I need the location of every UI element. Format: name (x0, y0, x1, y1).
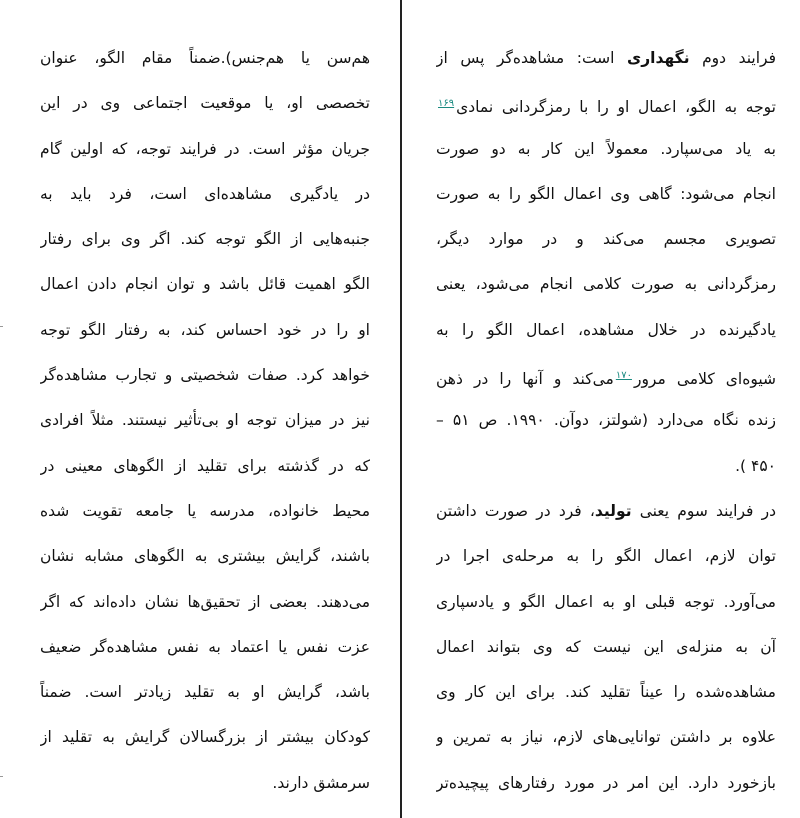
left-text-column (40, 36, 370, 806)
text-segment: نیز در میزان توجه او بی‌تأثیر نیستند. مثلاً افرادی (40, 411, 370, 430)
text-line (436, 398, 776, 443)
text-segment: یادگیرنده در خلال مشاهده، اعمال الگو را به (436, 320, 776, 339)
text-line (436, 308, 776, 353)
bold-term: نگهداری (627, 49, 690, 67)
margin-mark-bottom (0, 776, 3, 777)
text-line (40, 715, 370, 760)
text-segment: ۴۵۰ ). (735, 456, 776, 475)
text-segment: جنبه‌هایی از الگو توجه کند. اگر وی برای رفتار (40, 230, 370, 249)
text-line (436, 534, 776, 579)
text-segment: زنده نگاه می‌دارد (شولتز، دوآن. ۱۹۹۰. ص ۵۱ – (436, 411, 776, 430)
right-text-column (436, 36, 776, 806)
text-line (436, 670, 776, 715)
text-line (40, 761, 370, 806)
text-segment: است: مشاهده‌گر پس از (436, 49, 628, 67)
text-line (40, 534, 370, 579)
text-segment: محیط خانواده، مدرسه یا جامعه تقویت شده (40, 501, 370, 520)
text-line (40, 670, 370, 715)
text-segment: می‌دهند. بعضی از تحقیق‌ها نشان داده‌اند که اگر (40, 592, 370, 611)
text-line (40, 81, 370, 126)
text-segment: می‌آورد. توجه قبلی او به اعمال الگو و یادسپاری (436, 592, 776, 611)
text-segment: توان لازم، اعمال الگو را به مرحله‌ی اجرا در (436, 547, 776, 566)
text-segment: آن به منزله‌ی این نیست که وی بتواند اعمال (436, 637, 776, 656)
text-line (436, 444, 776, 489)
text-line (40, 444, 370, 489)
bold-term: تولید (594, 501, 632, 520)
text-segment: هم‌سن یا هم‌جنس).ضمناً مقام الگو، عنوان (40, 49, 370, 67)
text-segment: خواهد کرد. صفات شخصیتی و تجارب مشاهده‌گر (40, 366, 370, 385)
footnote-link[interactable]: ۱۷۰ (615, 370, 632, 382)
text-segment: در یادگیری مشاهده‌ای است، فرد باید به (40, 184, 370, 203)
text-line (436, 172, 776, 217)
text-line (436, 761, 776, 806)
text-line (436, 127, 776, 172)
text-segment: که در گذشته برای تقلید از الگوهای معینی در (40, 456, 370, 475)
text-segment: تخصصی او، یا موقعیت اجتماعی وی در این (40, 94, 370, 113)
text-line (40, 625, 370, 670)
text-line (436, 353, 776, 398)
text-segment: توجه به الگو، اعمال او را با رمزگردانی نمادی (456, 98, 776, 117)
text-line (436, 489, 776, 534)
text-segment: می‌کند و آنها را در ذهن (436, 370, 614, 389)
text-line (436, 81, 776, 126)
text-line (436, 262, 776, 307)
text-line (40, 127, 370, 172)
text-line (436, 217, 776, 262)
footnote-link[interactable]: ۱۶۹ (438, 98, 455, 110)
text-line (436, 625, 776, 670)
text-line (436, 715, 776, 760)
text-segment: فرایند دوم (689, 49, 776, 67)
text-line (436, 36, 776, 81)
text-segment: کودکان بیشتر از بزرگسالان گرایش به تقلید از (40, 728, 370, 747)
text-line (40, 489, 370, 534)
text-segment: الگو اهمیت قائل باشد و توان انجام دادن اعمال (40, 275, 370, 294)
text-line (40, 36, 370, 81)
text-segment: بازخورد دارد. این امر در مورد رفتارهای پیچیده‌تر (436, 773, 776, 792)
text-line (40, 353, 370, 398)
text-segment: رمزگردانی به صورت کلامی انجام می‌شود، یعنی (436, 275, 776, 294)
text-segment: باشند، گرایش بیشتری به الگوهای مشابه نشان (40, 547, 370, 566)
text-segment: تصویری مجسم می‌کند و در موارد دیگر، (436, 230, 776, 249)
text-segment: سرمشق دارند. (272, 773, 370, 792)
column-divider (400, 0, 402, 818)
text-line (40, 580, 370, 625)
text-segment: شیوه‌ای کلامی مرور (633, 370, 776, 389)
text-segment: انجام می‌شود: گاهی وی اعمال الگو را به صورت (436, 184, 776, 203)
text-line (40, 172, 370, 217)
text-segment: به یاد می‌سپارد. معمولاً این کار به دو صورت (436, 139, 776, 158)
text-segment: علاوه بر داشتن توانایی‌های لازم، نیاز به تمرین و (436, 728, 776, 747)
text-segment: جریان مؤثر است. در فرایند توجه، که اولین گام (40, 139, 370, 158)
text-segment: ، فرد در صورت داشتن (436, 501, 595, 520)
margin-mark-top (0, 326, 3, 327)
text-segment: مشاهده‌شده را عیناً تقلید کند. برای این کار وی (436, 683, 776, 702)
text-segment: باشد، گرایش او به تقلید زیادتر است. ضمناً (40, 683, 370, 702)
text-line (40, 308, 370, 353)
text-line (436, 580, 776, 625)
text-segment: عزت نفس یا اعتماد به نفس مشاهده‌گر ضعیف (40, 637, 370, 656)
text-line (40, 398, 370, 443)
text-segment: او را در خود احساس کند، به رفتار الگو توجه (40, 320, 370, 339)
text-line (40, 217, 370, 262)
text-line (40, 262, 370, 307)
text-segment: در فرایند سوم یعنی (631, 501, 776, 520)
